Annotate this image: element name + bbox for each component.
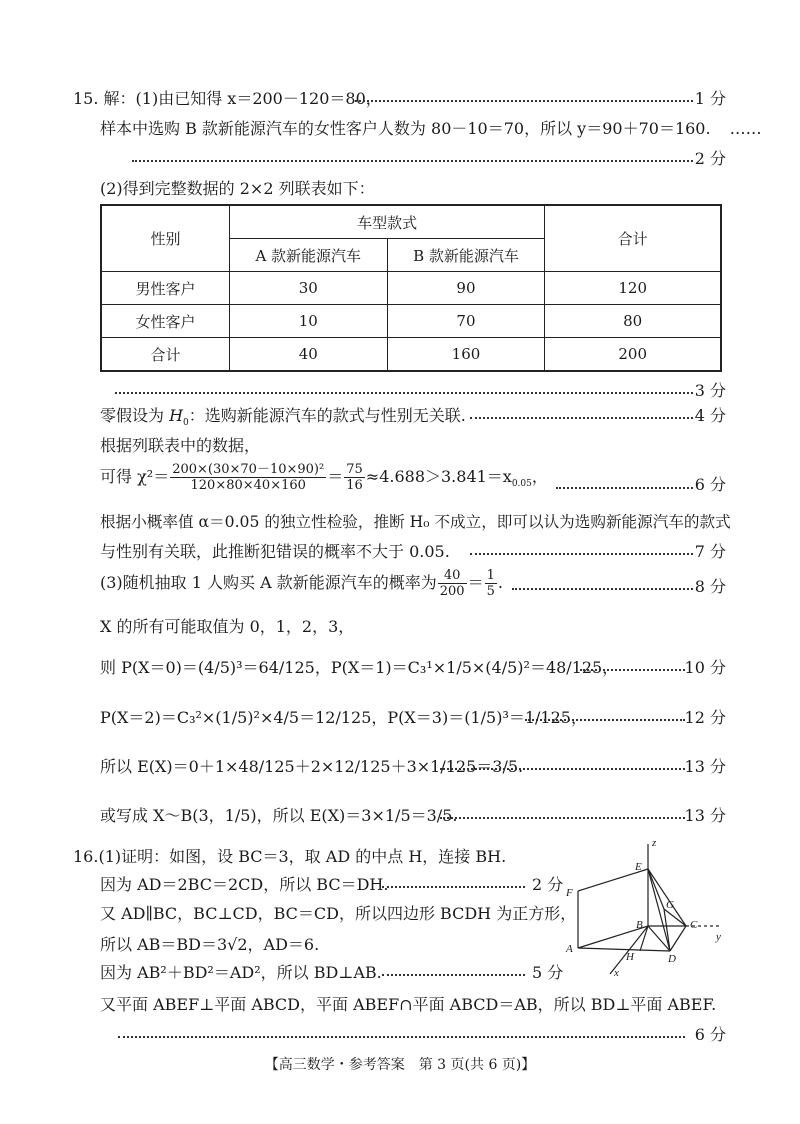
- text-line: 与性别有关联，此推断犯错误的概率不大于 0.05.: [100, 542, 450, 561]
- leader-dots: [132, 160, 693, 162]
- score-label: 8 分: [694, 577, 726, 596]
- leader-dots: [580, 669, 685, 671]
- q15-line1: [73, 86, 382, 109]
- axis-label: x: [614, 967, 619, 979]
- q15-step1: 解：(1)由已知得 x＝200－120＝80，: [103, 89, 382, 108]
- q15-line2: 样本中选购 B 款新能源汽车的女性客户人数为 80－10＝70，所以 y＝90＋70＝160. ……: [100, 119, 762, 138]
- table-header: 性别: [101, 205, 229, 272]
- leader-dots: [440, 817, 685, 819]
- table-header: A 款新能源汽车: [229, 239, 387, 272]
- page-footer: 【高三数学・参考答案 第 3 页(共 6 页)】: [264, 1057, 536, 1073]
- text-line: 又 AD∥BC，BC⊥CD，BC＝CD，所以四边形 BCDH 为正方形，: [100, 904, 577, 923]
- point-label: A: [566, 943, 573, 955]
- leader-dots: [115, 392, 693, 394]
- table-row: 女性客户 10 70 80: [101, 305, 721, 338]
- point-label: G: [666, 899, 674, 911]
- table-row: 合计 40 160 200: [101, 338, 721, 372]
- contingency-table: [100, 204, 722, 372]
- formula-line: 或写成 X～B(3，1/5)，所以 E(X)＝3×1/5＝3/5.: [100, 806, 458, 825]
- leader-dots: [512, 588, 693, 590]
- formula-line: 所以 E(X)＝0＋1×48/125＋2×12/125＋3×1/125＝3/5.: [100, 757, 524, 776]
- text-line: X 的所有可能取值为 0，1，2，3，: [100, 617, 355, 636]
- point-label: H: [626, 951, 634, 963]
- leader-dots: [382, 886, 525, 888]
- score-label: 13 分: [684, 757, 726, 776]
- point-label: F: [566, 887, 573, 899]
- formula-line: 则 P(X＝0)＝(4/5)³＝64/125，P(X＝1)＝C₃¹×1/5×(4/5)²＝48/125，: [100, 658, 619, 677]
- table-header: B 款新能源汽车: [387, 239, 545, 272]
- leader-dots: [470, 417, 693, 419]
- score-label: 10 分: [684, 658, 726, 677]
- score-label: 5 分: [532, 963, 564, 982]
- text-line: 所以 AB＝BD＝3√2，AD＝6.: [100, 935, 320, 954]
- score-label: 2 分: [532, 875, 564, 894]
- q16-line1: 16.(1)证明：如图，设 BC＝3，取 AD 的中点 H，连接 BH.: [73, 847, 507, 866]
- text-line: 根据小概率值 α＝0.05 的独立性检验，推断 H₀ 不成立，即可以认为选购新能源汽车的款式: [100, 513, 731, 531]
- point-label: D: [668, 953, 676, 965]
- chi-square-formula: 可得 χ²＝ $\frac{\text{200×(30×70－10×90)²}}{120\times 80\times 40\times 160}$ ＝ $\frac{75}{16}$ $\approx 4.688>3.841=x_{0.05}$，: [100, 462, 548, 493]
- score-label: 6 分: [694, 1025, 726, 1044]
- leader-dots: [440, 768, 685, 770]
- score-label: 4 分: [694, 406, 726, 425]
- point-label: B: [636, 919, 643, 931]
- score-label: 12 分: [684, 708, 726, 727]
- axis-label: y: [716, 931, 721, 943]
- table-header: 车型款式: [229, 205, 544, 239]
- score-label: 3 分: [694, 381, 726, 400]
- text-line: 因为 AD＝2BC＝2CD，所以 BC＝DH.: [100, 875, 389, 894]
- score-label: 13 分: [684, 806, 726, 825]
- fraction: $\frac{40}{200}$: [439, 568, 465, 599]
- leader-dots: [470, 553, 693, 555]
- text-line: 因为 AB²＋BD²＝AD²，所以 BD⊥AB.: [100, 963, 382, 982]
- probability-line: (3)随机抽取 1 人购买 A 款新能源汽车的概率为 $\frac{40}{200}$ ＝ $\frac{1}{5}$ .: [100, 568, 503, 599]
- table-row: 男性客户 30 90 120: [101, 272, 721, 305]
- formula-line: P(X＝2)＝C₃²×(1/5)²×4/5＝12/125，P(X＝3)＝(1/5)³＝1/125，: [100, 708, 587, 727]
- leader-dots: [382, 974, 525, 976]
- score-label: 2 分: [694, 149, 726, 168]
- axis-label: z: [652, 837, 657, 849]
- question-number: 15.: [73, 89, 99, 108]
- text-line: 又平面 ABEF⊥平面 ABCD，平面 ABEF∩平面 ABCD＝AB，所以 BD⊥平面 ABEF.: [100, 995, 717, 1014]
- text-line: 根据列联表中的数据，: [100, 436, 261, 455]
- point-label: C: [690, 919, 698, 931]
- table-header: 合计: [545, 205, 721, 272]
- leader-dots: [355, 100, 693, 102]
- score-label: 6 分: [694, 475, 726, 494]
- fraction: $\frac{1}{5}$: [486, 568, 495, 599]
- q15-table-intro: (2)得到完整数据的 2×2 列联表如下：: [100, 179, 375, 198]
- leader-dots: [556, 487, 693, 489]
- score-label: 1 分: [694, 89, 726, 108]
- geometry-figure: [560, 836, 730, 986]
- leader-dots: [118, 1036, 685, 1038]
- point-label: E: [635, 861, 642, 873]
- score-label: 7 分: [694, 542, 726, 561]
- fraction: $\frac{\text{200×(30×70－10×90)²}}{120\times 80\times 40\times 160}$: [172, 462, 325, 493]
- leader-dots: [525, 719, 685, 721]
- fraction: $\frac{75}{16}$: [346, 462, 363, 493]
- null-hypothesis: 零假设为 $H_0$：选购新能源汽车的款式与性别无关联.: [100, 406, 466, 429]
